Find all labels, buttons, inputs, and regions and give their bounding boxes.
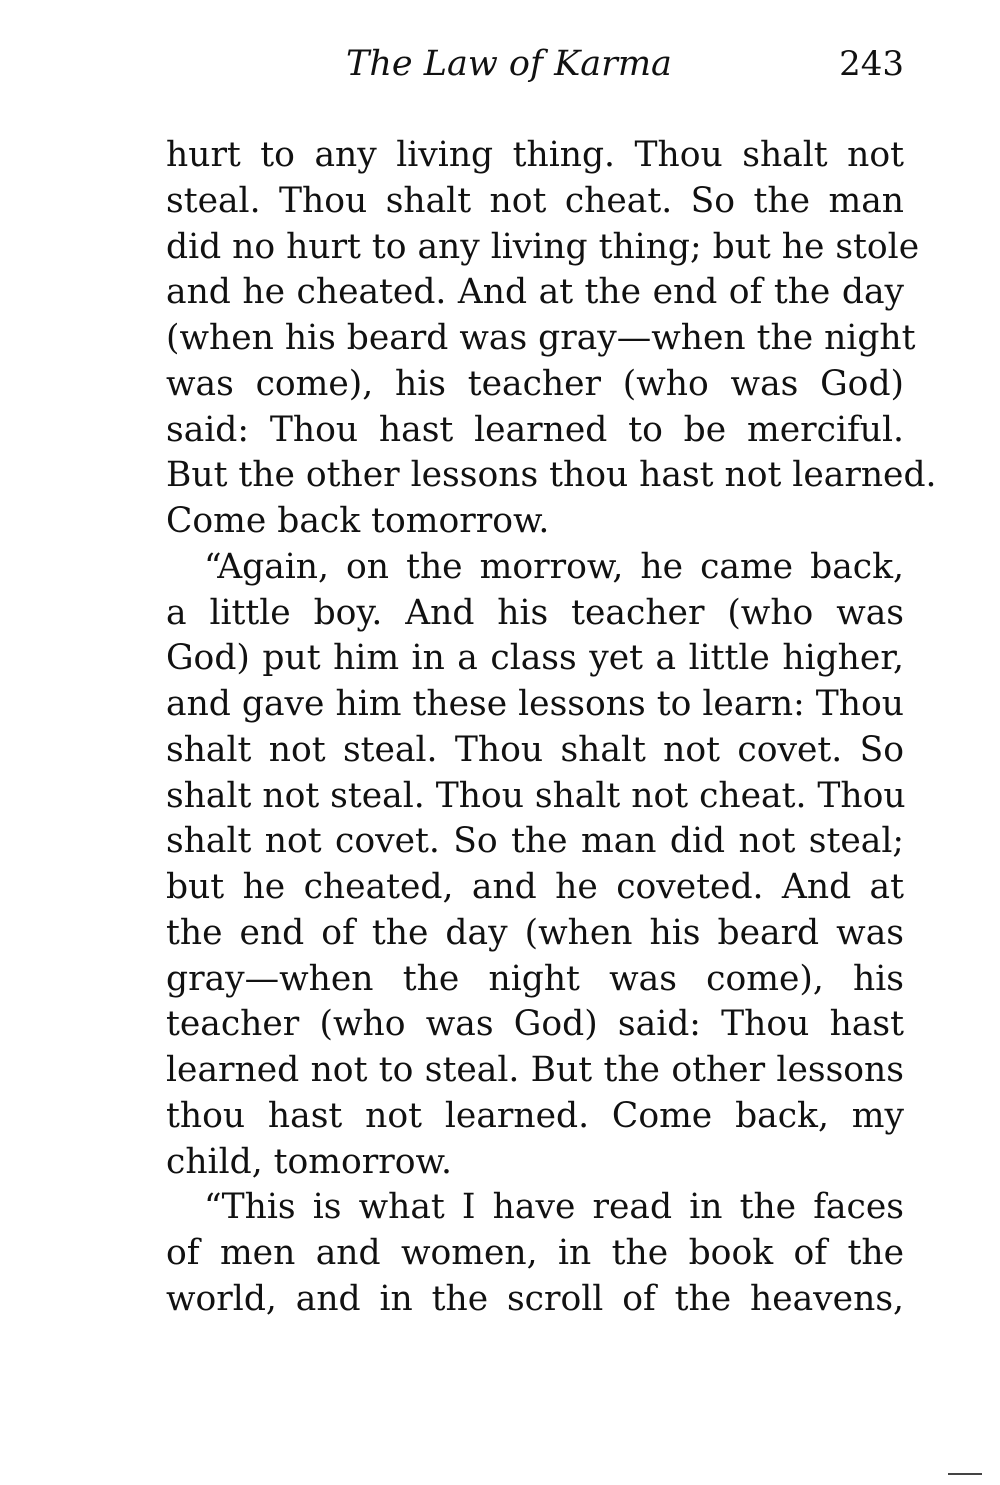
text-line: did no hurt to any living thing; but he stole	[166, 226, 920, 267]
text-line: But the other lessons thou hast not learned.	[166, 455, 937, 496]
text-line: and he cheated. And at the end of the day	[166, 272, 904, 313]
text-line: said: Thou hast learned to be merciful.	[166, 409, 904, 450]
text-line: child, tomorrow.	[166, 1141, 452, 1182]
text-line: was come), his teacher (who was God)	[166, 363, 904, 404]
text-line: “Again, on the morrow, he came back,	[204, 546, 904, 587]
text-line: the end of the day (when his beard was	[166, 912, 904, 953]
text-line: steal. Thou shalt not cheat. So the man	[166, 180, 904, 221]
text-line: “This is what I have read in the faces	[204, 1187, 904, 1228]
text-line: shalt not covet. So the man did not steal;	[166, 821, 904, 862]
text-line: world, and in the scroll of the heavens,	[166, 1278, 904, 1319]
running-title: The Law of Karma	[346, 44, 672, 84]
text-line: Come back tomorrow.	[166, 501, 550, 541]
text-line: God) put him in a class yet a little higher,	[166, 638, 904, 679]
text-line: of men and women, in the book of the	[166, 1233, 904, 1273]
running-head	[166, 44, 904, 92]
text-line: shalt not steal. Thou shalt not cheat. Thou	[166, 775, 906, 816]
text-line: shalt not steal. Thou shalt not covet. So	[166, 729, 904, 770]
body-text	[166, 133, 937, 1323]
text-line: thou hast not learned. Come back, my	[166, 1095, 904, 1136]
text-line: but he cheated, and he coveted. And at	[166, 867, 904, 907]
text-line: gray—when the night was come), his	[166, 958, 904, 999]
text-line: learned not to steal. But the other lessons	[166, 1050, 904, 1090]
text-line: and gave him these lessons to learn: Thou	[166, 684, 904, 724]
text-line: (when his beard was gray—when the night	[166, 318, 916, 358]
text-line: teacher (who was God) said: Thou hast	[166, 1004, 904, 1045]
page-number: 243	[839, 44, 904, 84]
text-line: hurt to any living thing. Thou shalt not	[166, 135, 904, 175]
scan-mark	[948, 1473, 982, 1475]
text-line: a little boy. And his teacher (who was	[166, 592, 904, 633]
